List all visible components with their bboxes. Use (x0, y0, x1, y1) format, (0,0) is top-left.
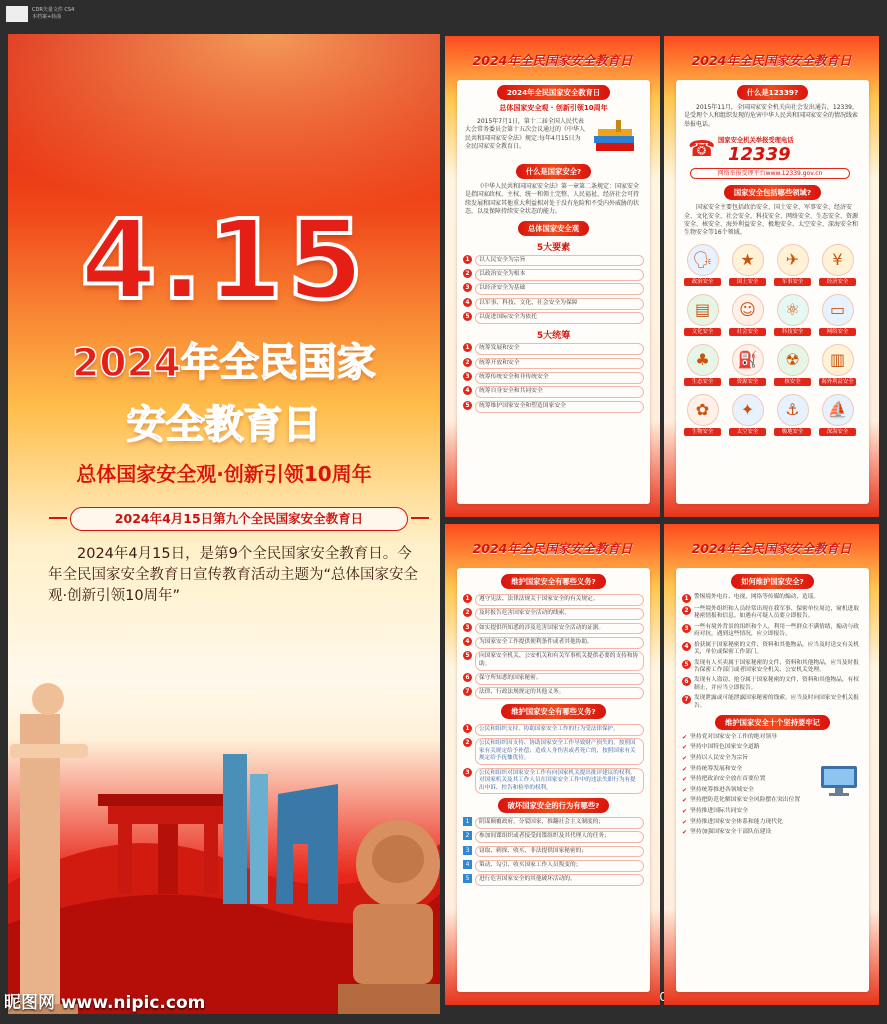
field-13 (684, 394, 721, 440)
duty-item-text: 为国家安全工作提供便利条件或者其他协助。 (475, 637, 644, 649)
field-label: 军事安全 (774, 278, 811, 286)
right-item (463, 724, 644, 736)
right-item-text: 公民和组织支持、协助国家安全工作的行为受法律保护。 (475, 724, 644, 736)
act-item (463, 846, 644, 858)
p1-subtitle: 总体国家安全观 · 创新引领10周年 (499, 104, 608, 112)
field-3 (774, 244, 811, 290)
check-icon: ✔ (682, 786, 688, 794)
ship-icon: ⛵ (822, 394, 854, 426)
p2-q2: 国家安全包括哪些领域? (724, 185, 821, 200)
element-item-number: 4 (463, 298, 472, 307)
field-label: 海外利益安全 (819, 378, 856, 386)
panel-1-header: 2024年全民国家安全教育日 (472, 53, 633, 68)
duty-item-text: 及时报告危害国家安全活动的线索。 (475, 608, 644, 620)
duty-item (463, 687, 644, 699)
persistence-text: 坚持推进国际共同安全 (690, 807, 749, 814)
radiation-icon: ☢ (777, 344, 809, 376)
date-415: 4.15 (80, 196, 368, 324)
right-item-number: 3 (463, 768, 472, 777)
poster-title-line1: 2024年全民国家 (72, 341, 376, 386)
field-6 (729, 294, 766, 340)
duty-item (463, 637, 644, 649)
element-item-number: 1 (463, 255, 472, 264)
duty-item-number: 5 (463, 651, 472, 660)
fuel-icon: ⛽ (732, 344, 764, 376)
act-item-text: 策动、勾引、收买国家工作人员叛变的； (475, 860, 644, 872)
act-item-text: 参加间谍组织或者接受间谍组织及其代理人的任务； (475, 831, 644, 843)
coordinate-item (463, 372, 644, 384)
people-icon: ☺ (732, 294, 764, 326)
element-item (463, 312, 644, 324)
persistence-text: 坚持推进国家安全体系和能力现代化 (690, 818, 783, 825)
p3-q1: 维护国家安全有哪些义务? (501, 574, 606, 589)
field-label: 经济安全 (819, 278, 856, 286)
act-item (463, 860, 644, 872)
p4-q2: 维护国家安全十个坚持要牢记 (715, 715, 830, 730)
soldier-icon: ★ (732, 244, 764, 276)
way-item (682, 660, 863, 675)
p2-a2: 国家安全主要包括政治安全、国土安全、军事安全、经济安全、文化安全、社会安全、科技安全、网络安全、生态安全、资源安全、核安全、海外利益安全、极地安全、太空安全、深海安全和生物安全等16个领域。 (684, 204, 859, 237)
duty-item (463, 651, 644, 670)
cdr-badge (6, 4, 96, 26)
p3-rights-list (457, 724, 650, 794)
field-12 (819, 344, 856, 390)
panel-2-header: 2024年全民国家安全教育日 (691, 53, 852, 68)
panel-2 (664, 36, 879, 517)
field-label: 生态安全 (684, 378, 721, 386)
p3-q2: 维护国家安全有哪些义务? (501, 704, 606, 719)
way-item-text: 警惕境外电台、电视、网络等传媒的煽动、造谣。 (694, 594, 820, 600)
persistence-item (682, 797, 863, 805)
persistence-item (682, 819, 863, 827)
panel-3-header: 2024年全民国家安全教育日 (472, 541, 633, 556)
field-9 (684, 344, 721, 390)
coordinate-item-number: 3 (463, 372, 472, 381)
check-icon: ✔ (682, 776, 688, 784)
coordinate-item-text: 统筹发展和安全 (475, 343, 644, 355)
monitor-icon: ▭ (822, 294, 854, 326)
p1-intro: 2015年7月1日，第十二届全国人民代表大会常务委员会第十五次会议通过的《中华人民共和国国家安全法》规定:每年4月15日为全民国家安全教育日。 (465, 118, 586, 151)
panel-4 (664, 524, 879, 1005)
way-item-text: 发现有人盗窃、抢夺属于国家秘密的文件、资料和其他物品，有权制止，并应当立即报告。 (694, 677, 859, 692)
p1-h5a: 5大要素 (536, 242, 571, 253)
duty-item (463, 608, 644, 620)
right-item-number: 2 (463, 738, 472, 747)
way-item (682, 594, 863, 603)
coordinate-item (463, 401, 644, 413)
p1-a1: 《中华人民共和国国家安全法》第一章第二条规定：国家安全是指国家政权、主权、统一和领土完整、人民福祉、经济社会可持续发展和国家其他重大利益相对处于没有危险和不受内外威胁的状态，以及保障持续安全状态的能力。 (465, 183, 640, 216)
duty-item (463, 623, 644, 635)
way-item (682, 606, 863, 621)
persistence-item (682, 755, 863, 763)
persistence-item (682, 808, 863, 816)
coordinate-item (463, 386, 644, 398)
field-label: 深海安全 (819, 428, 856, 436)
act-item (463, 817, 644, 829)
way-item-text: 一些境外组织和人员经常出现在我军事、保密单位周边，窥机进取秘密情报和信息。如遇有可疑人员要立即报告。 (694, 605, 859, 620)
element-item (463, 269, 644, 281)
p2-q1: 什么是12339? (737, 85, 809, 100)
element-item-text: 以军事、科技、文化、社会安全为保障 (475, 298, 644, 310)
right-item-text: 公民和组织因支持、协助国家安全工作导致财产损失的，按照国家有关规定给予补偿；造成人身伤害或者死亡的，按照国家有关规定给予抚恤优待。 (475, 738, 644, 765)
element-item-text: 以经济安全为基础 (475, 283, 644, 295)
element-item-text: 以促进国际安全为依托 (475, 312, 644, 324)
check-icon: ✔ (682, 797, 688, 805)
coordinate-item-text: 统筹开放和安全 (475, 358, 644, 370)
right-item-text: 公民和组织对国家安全工作有向国家机关提出批评建议的权利，对国家机关及其工作人员在国家安全工作中的违法失职行为有提出申诉、控告和检举的权利。 (475, 768, 644, 795)
element-item (463, 255, 644, 267)
coordinate-item-number: 1 (463, 343, 472, 352)
coordinate-item-text: 统筹传统安全和非传统安全 (475, 372, 644, 384)
watermark: 昵图网 www.nipic.com (4, 993, 206, 1013)
way-item (682, 677, 863, 692)
field-11 (774, 344, 811, 390)
cdr-line2: 本档案+转曲 (32, 14, 62, 20)
way-item-number: 5 (682, 660, 691, 669)
duty-item-number: 3 (463, 623, 472, 632)
p1-h5b: 5大统筹 (536, 331, 571, 342)
tree-icon: ♣ (687, 344, 719, 376)
persistence-text: 坚持党对国家安全工作的绝对领导 (690, 733, 777, 740)
duty-item-text: 向国家安全机关、公安机关和有关军事机关提供必要的支持和协助。 (475, 651, 644, 670)
act-item-number: 2 (463, 831, 472, 840)
p1-q1: 什么是国家安全? (516, 164, 591, 179)
duty-item-text: 法律、行政法规规定的其他义务。 (475, 687, 644, 699)
panel-1 (445, 36, 660, 517)
security-fields-grid (676, 244, 869, 444)
p1-list-elements (457, 255, 650, 325)
field-5 (684, 294, 721, 340)
hotline-number: 12339 (728, 144, 791, 166)
coordinate-item (463, 343, 644, 355)
field-label: 国土安全 (729, 278, 766, 286)
p3-acts-list (457, 817, 650, 886)
atom-icon: ⚛ (777, 294, 809, 326)
way-item-text: 一些有境外背景的组织和个人，利用一些群众不满情绪，煽动与政府对抗。遇到这些情况，应立即报告。 (694, 623, 859, 638)
field-2 (729, 244, 766, 290)
act-item-text: 进行危害国家安全的其他破坏活动的。 (475, 874, 644, 886)
panel-3 (445, 524, 660, 1005)
skyline-icon (223, 754, 338, 904)
act-item (463, 874, 644, 886)
landmark-scene (8, 654, 440, 1014)
element-item (463, 283, 644, 295)
poster-date-bar: 2024年4月15日第九个全民国家安全教育日 (70, 507, 408, 531)
persistence-text: 坚持中国特色国家安全道路 (690, 744, 760, 751)
p1-list-coordinate (457, 343, 650, 413)
coordinate-item-text: 统筹自身安全和共同安全 (475, 386, 644, 398)
phone-icon: ☎ (688, 137, 716, 163)
act-item (463, 831, 644, 843)
p4-ways-list (676, 594, 869, 711)
duty-item-number: 2 (463, 608, 472, 617)
act-item-text: 窃取、刺探、收买、非法提供国家秘密的； (475, 846, 644, 858)
duty-item-number: 7 (463, 687, 472, 696)
check-icon: ✔ (682, 755, 688, 762)
check-icon: ✔ (682, 807, 688, 815)
way-item (682, 695, 863, 710)
way-item-number: 3 (682, 624, 691, 633)
duty-item (463, 594, 644, 606)
check-icon: ✔ (682, 744, 688, 752)
check-icon: ✔ (682, 733, 688, 741)
field-label: 生物安全 (684, 428, 721, 436)
pavilion-icon (98, 794, 238, 894)
panel-4-card (676, 568, 869, 992)
p4-q1: 如何维护国家安全? (731, 574, 814, 589)
persistence-item (682, 744, 863, 752)
coordinate-item-number: 4 (463, 386, 472, 395)
hotline-label: 国家安全机关举报受理电话 (718, 137, 794, 145)
p1-title: 2024年全民国家安全教育日 (497, 85, 610, 100)
field-label: 社会安全 (729, 328, 766, 336)
computer-icon (819, 764, 859, 798)
money-bag-icon: ¥ (822, 244, 854, 276)
element-item (463, 298, 644, 310)
element-item-number: 2 (463, 269, 472, 278)
act-item-number: 1 (463, 817, 472, 826)
duty-item-text: 保守所知悉的国家秘密。 (475, 673, 644, 685)
coordinate-item-number: 2 (463, 358, 472, 367)
duty-item (463, 673, 644, 685)
main-poster (8, 34, 440, 1014)
right-item (463, 738, 644, 765)
check-icon: ✔ (682, 765, 688, 773)
poster-body: 2024年4月15日，是第9个全民国家安全教育日。今年全民国家安全教育日宣传教育活动主题为“总体国家安全观·创新引领10周年” (48, 546, 419, 604)
way-item-text: 发现泄露或可能泄露国家秘密的线索，应当及时向国家安全机关报告。 (694, 695, 859, 710)
coordinate-item-number: 5 (463, 401, 472, 410)
podium-icon: 🗣 (687, 244, 719, 276)
way-item (682, 624, 863, 639)
act-item-number: 5 (463, 874, 472, 883)
law-books-icon (585, 118, 644, 158)
way-item-number: 2 (682, 606, 691, 615)
element-item-number: 3 (463, 283, 472, 292)
persistence-text: 坚持统筹发展和安全 (690, 765, 743, 772)
jet-icon: ✈ (777, 244, 809, 276)
cdr-line1: CDR矢量文件 CS4 (32, 7, 75, 13)
way-item-number: 4 (682, 642, 691, 651)
field-16 (819, 394, 856, 440)
p3-q3: 破坏国家安全的行为有哪些? (498, 798, 610, 813)
field-label: 文化安全 (684, 328, 721, 336)
panel-1-card (457, 80, 650, 504)
field-label: 资源安全 (729, 378, 766, 386)
way-item-number: 1 (682, 594, 691, 603)
field-label: 核安全 (774, 378, 811, 386)
duty-item-text: 如实提供所知悉的涉及危害国家安全活动的证据。 (475, 623, 644, 635)
persistence-item (682, 829, 863, 837)
rocket-icon: ✦ (732, 394, 764, 426)
field-label: 太空安全 (729, 428, 766, 436)
field-label: 极地安全 (774, 428, 811, 436)
p1-q2: 总体国家安全观 (518, 221, 589, 236)
check-icon: ✔ (682, 829, 688, 837)
persistence-text: 坚持把政治安全放在首要位置 (690, 776, 766, 783)
field-label: 科技安全 (774, 328, 811, 336)
field-label: 网络安全 (819, 328, 856, 336)
coordinate-item-text: 统筹维护国家安全和塑造国家安全 (475, 401, 644, 413)
persistence-item (682, 734, 863, 742)
persistence-text: 坚持统筹推进各领域安全 (690, 786, 754, 793)
way-item-number: 7 (682, 695, 691, 704)
element-item-number: 5 (463, 312, 472, 321)
way-item (682, 642, 863, 657)
field-8 (819, 294, 856, 340)
way-item-text: 拾获属于国家秘密的文件、资料和其他物品，应当及时送交有关机关，单位或保密工作部门。 (694, 641, 859, 656)
field-7 (774, 294, 811, 340)
report-website[interactable]: 网络举报受理平台www.12339.gov.cn (690, 168, 850, 179)
right-item-number: 1 (463, 724, 472, 733)
field-15 (774, 394, 811, 440)
way-item-number: 6 (682, 677, 691, 686)
field-14 (729, 394, 766, 440)
building-icon: ▥ (822, 344, 854, 376)
element-item-text: 以人民安全为宗旨 (475, 255, 644, 267)
act-item-number: 3 (463, 846, 472, 855)
stone-lion-icon (338, 820, 440, 1014)
book-icon: ▤ (687, 294, 719, 326)
right-item (463, 768, 644, 795)
poster-subtitle: 总体国家安全观·创新引领10周年 (76, 462, 372, 486)
duty-item-text: 遵守宪法、法律法规关于国家安全的有关规定。 (475, 594, 644, 606)
act-item-text: 阴谋颠覆政府，分裂国家，推翻社会主义制度的； (475, 817, 644, 829)
p2-a1: 2015年11月，全国国家安全机关向社会发出通告，12339，是受理个人和组织发现的危害中华人民共和国国家安全的情况线索举报电话。 (684, 104, 859, 128)
field-1 (684, 244, 721, 290)
anchor-icon: ⚓ (777, 394, 809, 426)
panel-3-card (457, 568, 650, 992)
biology-icon: ✿ (687, 394, 719, 426)
poster-title-line2: 安全教育日 (126, 403, 322, 448)
element-item-text: 以政治安全为根本 (475, 269, 644, 281)
cdr-logo-icon (6, 6, 28, 22)
check-icon: ✔ (682, 818, 688, 826)
panel-2-card (676, 80, 869, 504)
field-label: 政治安全 (684, 278, 721, 286)
panel-4-header: 2024年全民国家安全教育日 (691, 541, 852, 556)
duty-item-number: 1 (463, 594, 472, 603)
way-item-text: 发现有人买卖属于国家秘密的文件、资料和其他物品，应当及时报告保密工作部门或者国家安全机关、公安机关处理。 (694, 659, 859, 674)
persistence-text: 坚持加强国家安全干部队伍建设 (690, 829, 772, 836)
persistence-text: 坚持把防范化解国家安全风险摆在突出位置 (690, 797, 801, 804)
field-10 (729, 344, 766, 390)
persistence-text: 坚持以人民安全为宗旨 (690, 755, 749, 761)
coordinate-item (463, 358, 644, 370)
field-4 (819, 244, 856, 290)
p3-duties-list (457, 594, 650, 699)
duty-item-number: 4 (463, 637, 472, 646)
act-item-number: 4 (463, 860, 472, 869)
duty-item-number: 6 (463, 673, 472, 682)
